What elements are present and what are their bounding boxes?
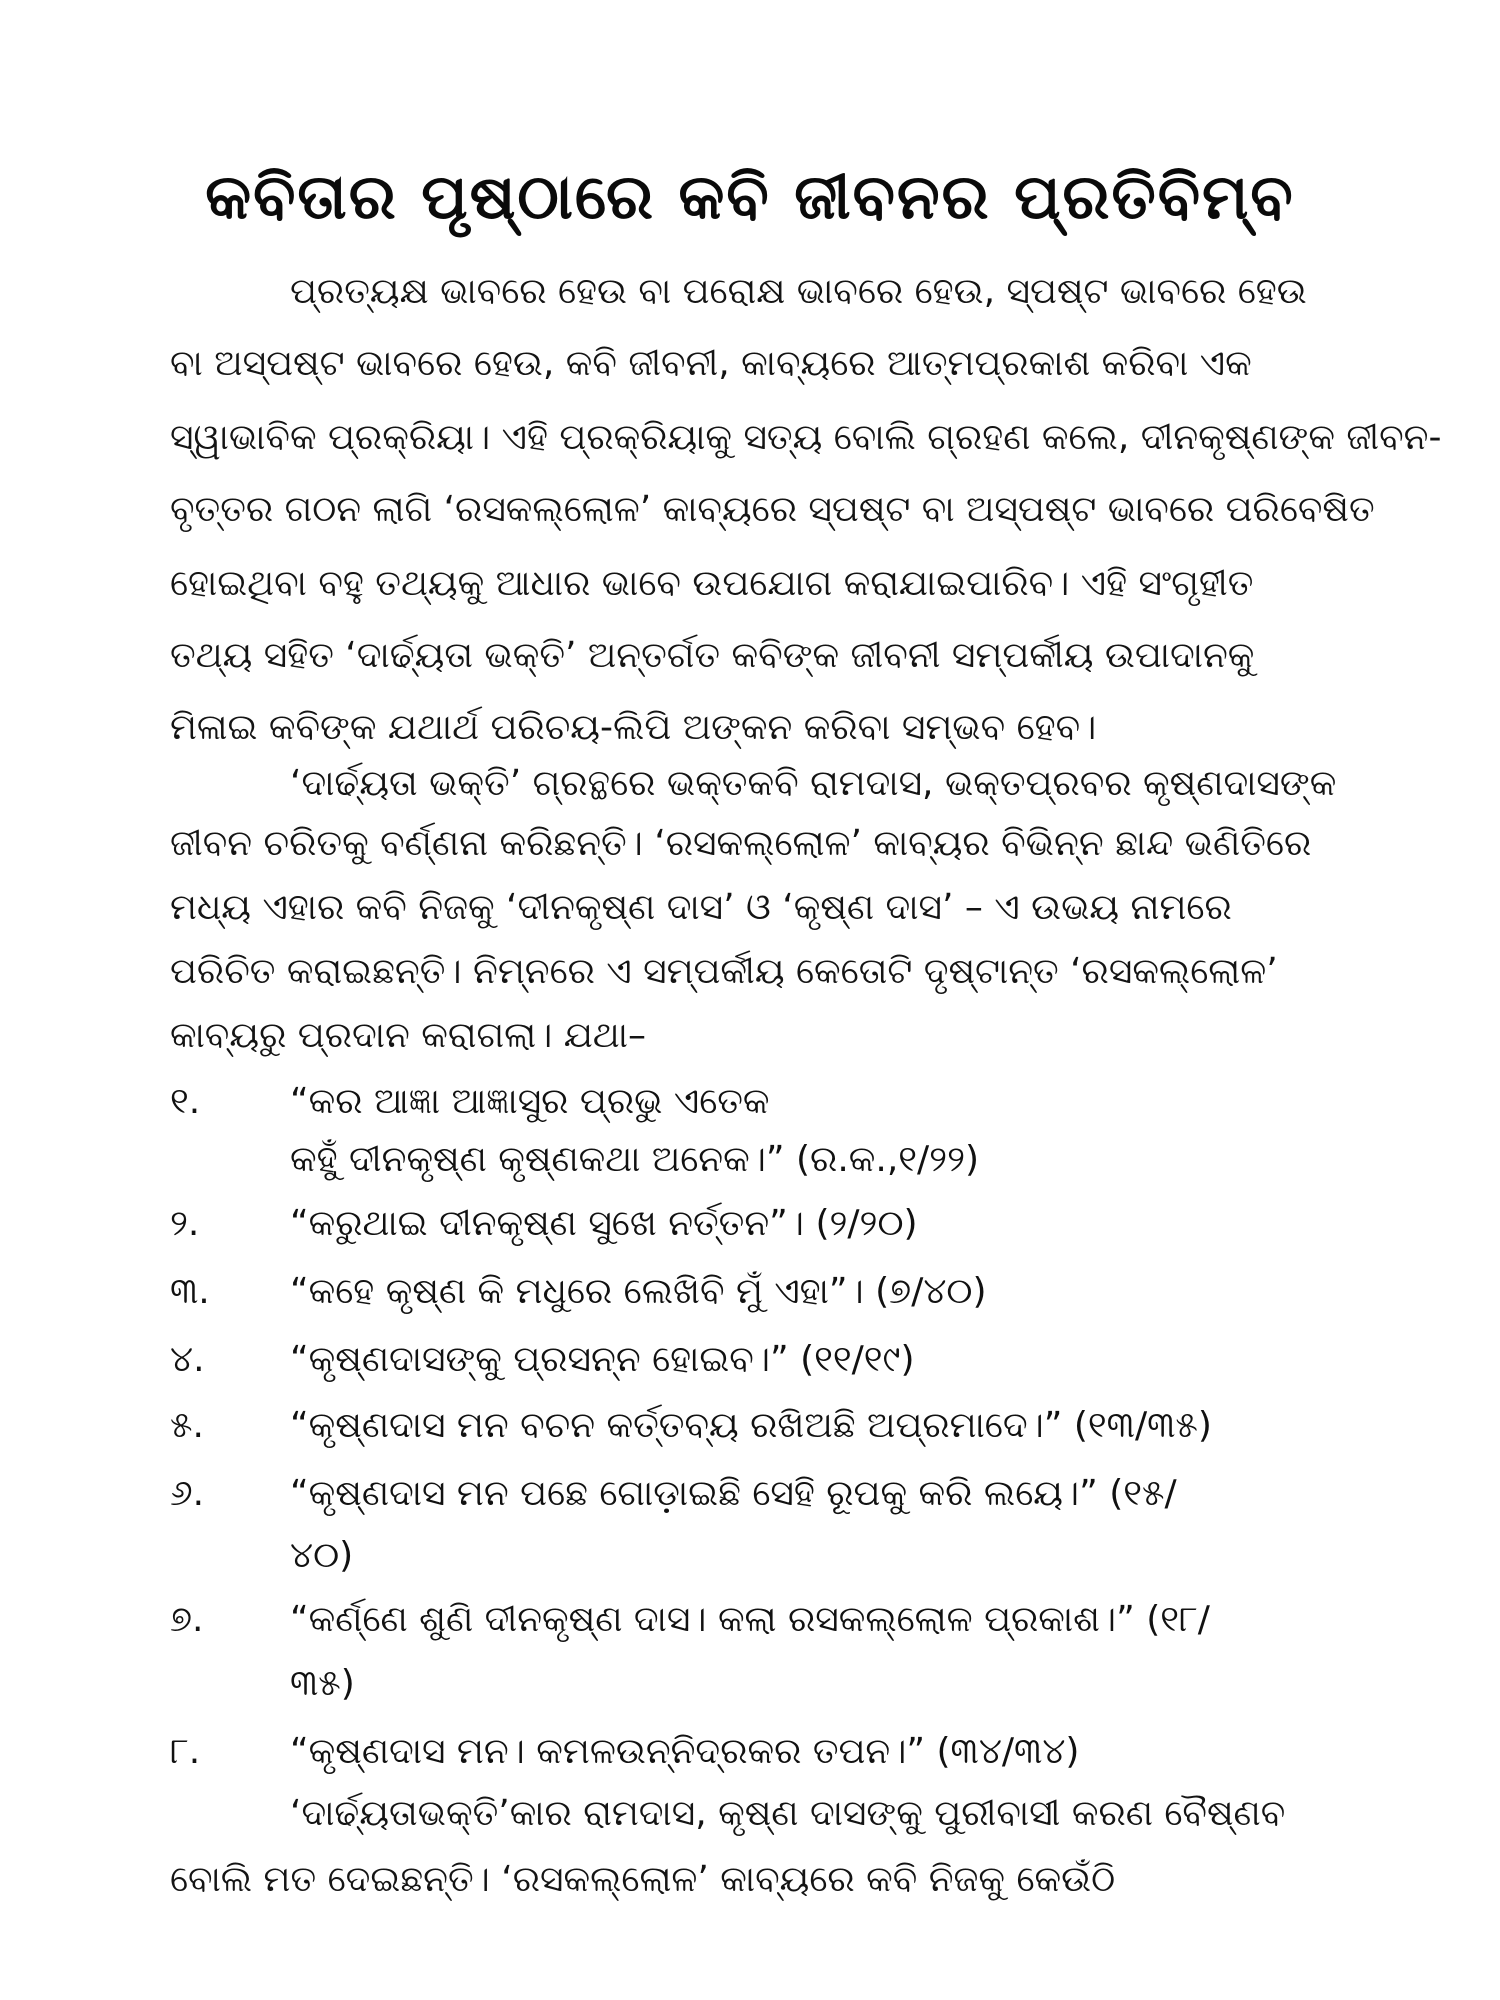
- paragraph-2-line-4: ପରିଚିତ କରାଇଛନ୍ତି। ନିମ୍ନରେ ଏ ସମ୍ପର୍କୀୟ କେତୋଟି ଦୃଷ୍ଟାନ୍ତ ‘ରସକଲ୍ଲୋଳ’: [170, 951, 1278, 992]
- paragraph-3-line-1: ‘ଦାର୍ଢ୍ୟତାଭକ୍ତି’କାର ରାମଦାସ, କୃଷ୍ଣ ଦାସଙ୍କୁ ପୁରୀବାସୀ କରଣ ବୈଷ୍ଣବ: [290, 1793, 1286, 1834]
- item-2-text: “କରୁଥାଇ ଦୀନକୃଷ୍ଣ ସୁଖେ ନର୍ତ୍ତନ”। (୨/୨୦): [290, 1203, 918, 1244]
- item-3-number: ୩.: [170, 1271, 210, 1312]
- paragraph-1-line-7: ମିଳାଇ କବିଙ୍କ ଯଥାର୍ଥ ପରିଚୟ-ଲିପି ଅଙ୍କନ କରିବା ସମ୍ଭବ ହେବ।: [170, 707, 1097, 748]
- page-title: କବିତାର ପୃଷ୍ଠାରେ କବି ଜୀବନର ପ୍ରତିବିମ୍ବ: [205, 160, 1295, 233]
- item-6-text: “କୃଷ୍ଣଦାସ ମନ ପଛେ ଗୋଡ଼ାଇଛି ସେହି ରୂପକୁ କରି ଲୟେ।” (୧୫/: [290, 1473, 1177, 1514]
- item-5-number: ୫.: [170, 1405, 204, 1446]
- item-1-number: ୧.: [170, 1081, 201, 1122]
- paragraph-1-line-4: ବୃତ୍ତର ଗଠନ ଲାଗି ‘ରସକଲ୍ଲୋଳ’ କାବ୍ୟରେ ସ୍ପଷ୍ଟ ବା ଅସ୍ପଷ୍ଟ ଭାବରେ ପରିବେଷିତ: [170, 489, 1375, 530]
- paragraph-2-line-1: ‘ଦାର୍ଢ୍ୟତା ଭକ୍ତି’ ଗ୍ରନ୍ଥରେ ଭକ୍ତକବି ରାମଦାସ, ଭକ୍ତପ୍ରବର କୃଷ୍ଣଦାସଙ୍କ: [290, 763, 1337, 804]
- paragraph-2-line-2: ଜୀବନ ଚରିତକୁ ବର୍ଣ୍ଣନା କରିଛନ୍ତି। ‘ରସକଲ୍ଲୋଳ’ କାବ୍ୟର ବିଭିନ୍ନ ଛାନ୍ଦ ଭଣିତିରେ: [170, 823, 1312, 864]
- paragraph-1-line-3: ସ୍ୱାଭାବିକ ପ୍ରକ୍ରିୟା। ଏହି ପ୍ରକ୍ରିୟାକୁ ସତ୍ୟ ବୋଲି ଗ୍ରହଣ କଲେ, ଦୀନକୃଷ୍ଣଙ୍କ ଜୀବନ-: [170, 417, 1442, 458]
- item-8-number: ୮.: [170, 1731, 201, 1772]
- item-8-text: “କୃଷ୍ଣଦାସ ମନ। କମଳଉନ୍ନିଦ୍ରକର ତପନ।” (୩୪/୩୪): [290, 1731, 1080, 1772]
- item-1-text: “କର ଆଜ୍ଞା ଆଜ୍ଞାସୁର ପ୍ରଭୁ ଏତେକ: [290, 1081, 770, 1122]
- item-4-number: ୪.: [170, 1339, 205, 1380]
- paragraph-1-line-2: ବା ଅସ୍ପଷ୍ଟ ଭାବରେ ହେଉ, କବି ଜୀବନୀ, କାବ୍ୟରେ ଆତ୍ମପ୍ରକାଶ କରିବା ଏକ: [170, 343, 1252, 384]
- item-7-text: “କର୍ଣ୍ଣେ ଶୁଣି ଦୀନକୃଷ୍ଣ ଦାସ। କଲା ରସକଲ୍ଲୋଳ ପ୍ରକାଶ।” (୧୮/: [290, 1599, 1210, 1640]
- paragraph-1-line-1: ପ୍ରତ୍ୟକ୍ଷ ଭାବରେ ହେଉ ବା ପରୋକ୍ଷ ଭାବରେ ହେଉ, ସ୍ପଷ୍ଟ ଭାବରେ ହେଉ: [290, 271, 1307, 312]
- paragraph-2-line-5: କାବ୍ୟରୁ ପ୍ରଦାନ କରାଗଲା। ଯଥା–: [170, 1015, 646, 1056]
- item-2-number: ୨.: [170, 1203, 200, 1244]
- paragraph-2-line-3: ମଧ୍ୟ ଏହାର କବି ନିଜକୁ ‘ଦୀନକୃଷ୍ଣ ଦାସ’ ଓ ‘କୃଷ୍ଣ ଦାସ’ – ଏ ଉଭୟ ନାମରେ: [170, 887, 1232, 928]
- item-6-text-cont: ୪୦): [290, 1535, 354, 1576]
- item-3-text: “କହେ କୃଷ୍ଣ କି ମଧୁରେ ଲେଖିବି ମୁଁ ଏହା”। (୭/୪୦): [290, 1271, 987, 1312]
- item-7-text-cont: ୩୫): [290, 1663, 355, 1704]
- item-6-number: ୬.: [170, 1473, 205, 1514]
- paragraph-1-line-6: ତଥ୍ୟ ସହିତ ‘ଦାର୍ଢ୍ୟତା ଭକ୍ତି’ ଅନ୍ତର୍ଗତ କବିଙ୍କ ଜୀବନୀ ସମ୍ପର୍କୀୟ ଉପାଦାନକୁ: [170, 635, 1255, 676]
- item-4-text: “କୃଷ୍ଣଦାସଙ୍କୁ ପ୍ରସନ୍ନ ହୋଇବ।” (୧୧/୧୯): [290, 1339, 915, 1380]
- paragraph-1-line-5: ହୋଇଥିବା ବହୁ ତଥ୍ୟକୁ ଆଧାର ଭାବେ ଉପଯୋଗ କରାଯାଇପାରିବ। ଏହି ସଂଗୃହୀତ: [170, 563, 1254, 604]
- item-1-text-cont: କହୁଁ ଦୀନକୃଷ୍ଣ କୃଷ୍ଣକଥା ଅନେକ।” (ର.କ.,୧/୨୨): [290, 1139, 980, 1180]
- item-5-text: “କୃଷ୍ଣଦାସ ମନ ବଚନ କର୍ତ୍ତବ୍ୟ ରଖିଅଛି ଅପ୍ରମାଦେ।” (୧୩/୩୫): [290, 1405, 1212, 1446]
- item-7-number: ୭.: [170, 1599, 204, 1640]
- paragraph-3-line-2: ବୋଲି ମତ ଦେଇଛନ୍ତି। ‘ରସକଲ୍ଲୋଳ’ କାବ୍ୟରେ କବି ନିଜକୁ କେଉଁଠି: [170, 1859, 1116, 1900]
